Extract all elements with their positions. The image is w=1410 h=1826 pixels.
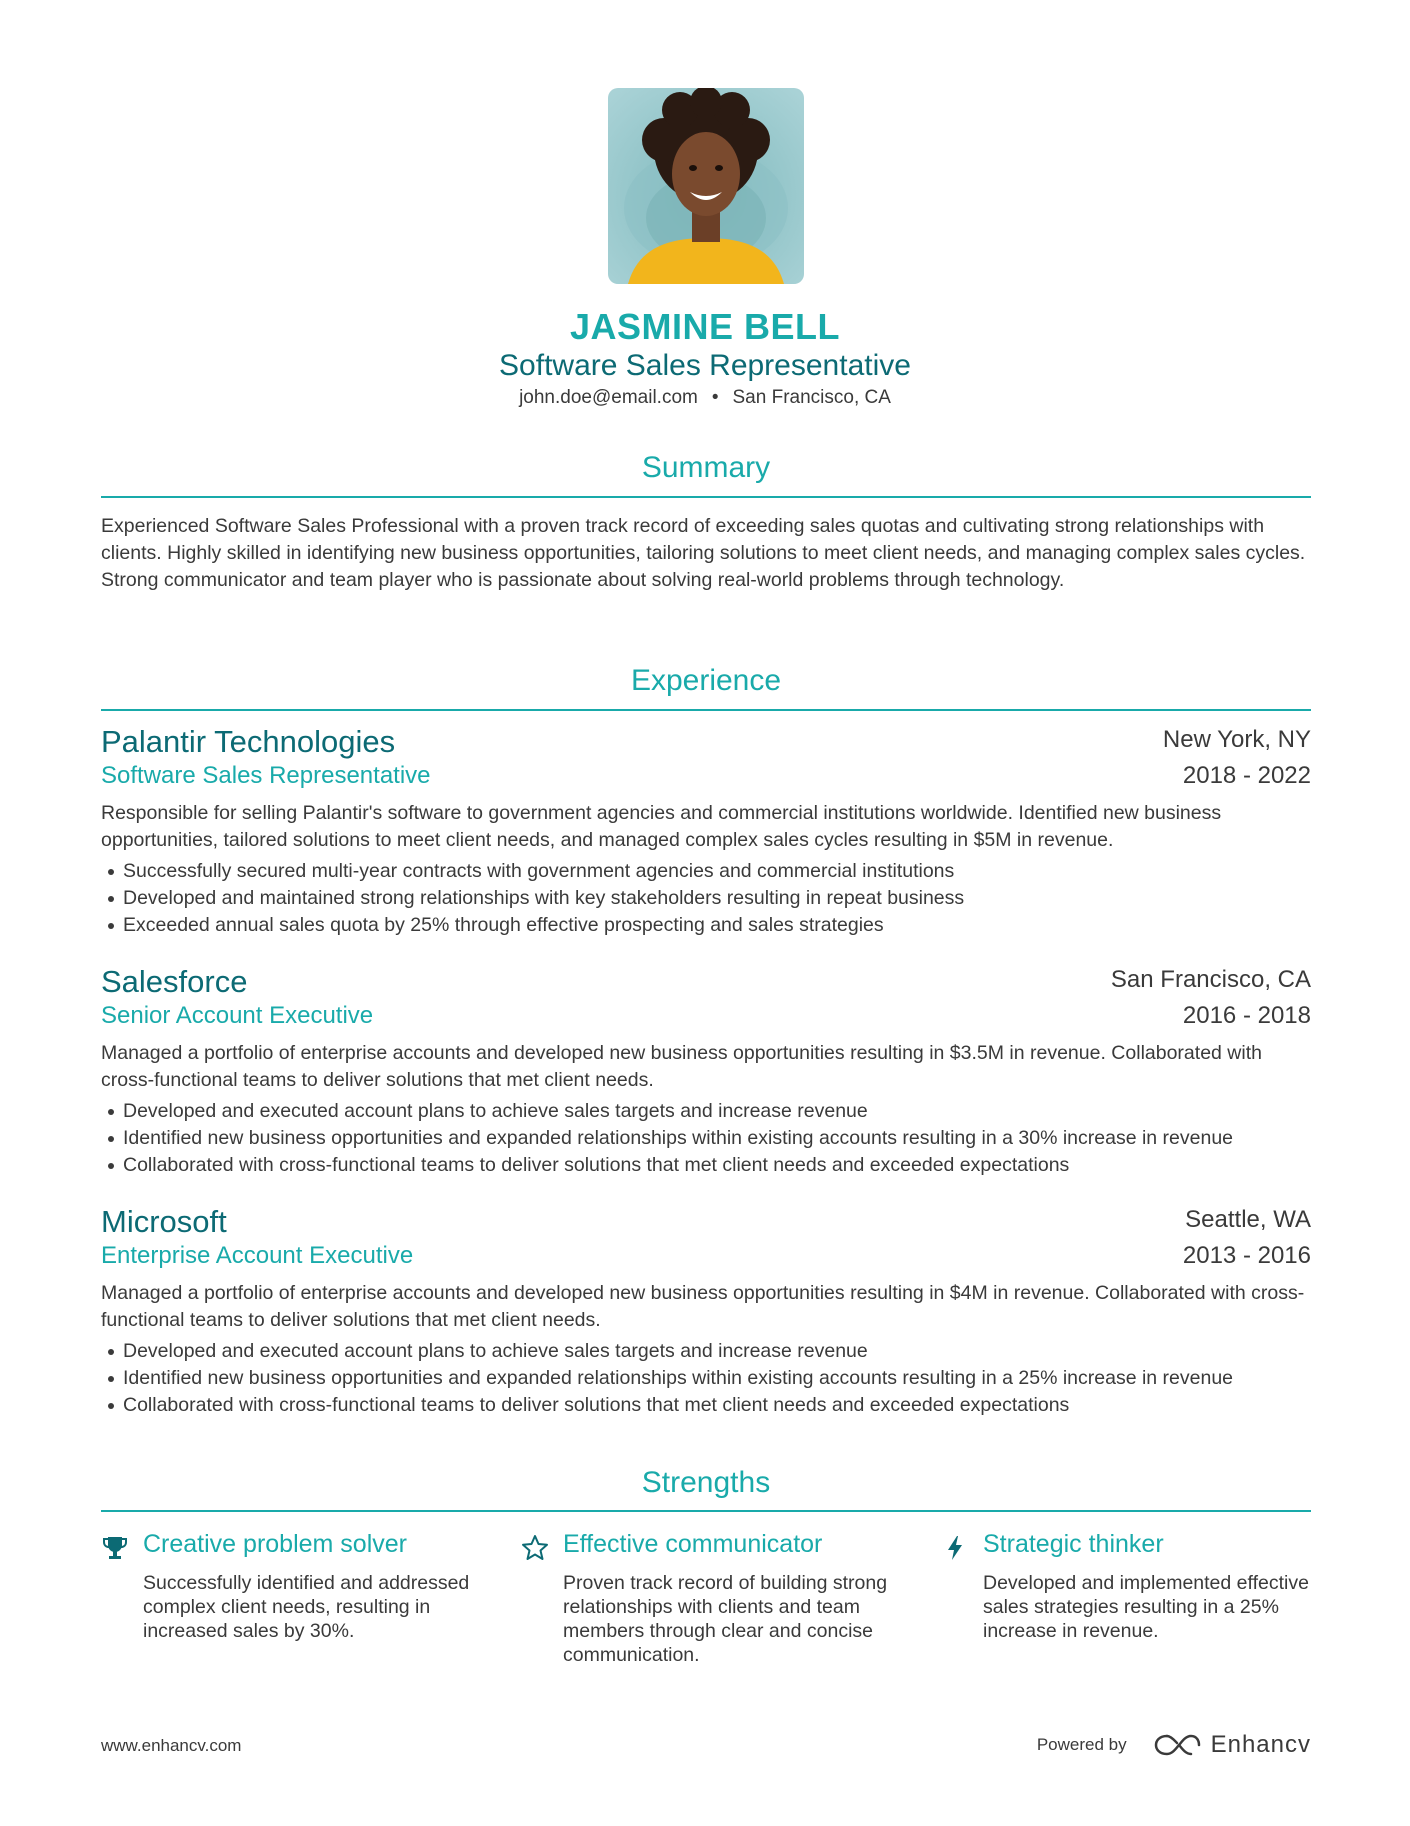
strength-description: Developed and implemented effective sales strategies resulting in a 25% increase in revenue. <box>983 1572 1309 1642</box>
strength-title: Creative problem solver <box>143 1530 407 1558</box>
company-name: Palantir Technologies <box>101 724 396 759</box>
brand-name: Enhancv <box>1210 1731 1311 1758</box>
job-entry <box>101 724 1311 939</box>
job-location: New York, NY <box>1162 726 1311 753</box>
job-bullets <box>101 1338 1311 1419</box>
bullet-item: Exceeded annual sales quota by 25% through effective prospecting and sales strategies <box>101 912 1311 939</box>
candidate-name: JASMINE BELL <box>569 306 841 347</box>
job-description: Managed a portfolio of enterprise accounts and developed new business opportunities resulting in $4M in revenue. Collaborated with cross-functional teams to deliver solutions that met client needs. <box>101 1282 1305 1331</box>
summary-heading: Summary <box>641 451 771 484</box>
job-entry <box>101 1204 1311 1419</box>
bullet-item: Developed and maintained strong relationships with key stakeholders resulting in repeat business <box>101 885 1311 912</box>
job-bullets <box>101 858 1311 939</box>
job-dates: 2016 - 2018 <box>1182 1002 1311 1029</box>
contact-line <box>0 387 1410 409</box>
bullet-item: Identified new business opportunities and expanded relationships within existing accounts resulting in a 30% increase in revenue <box>101 1125 1311 1152</box>
lightning-icon <box>941 1534 969 1562</box>
star-icon <box>521 1534 549 1562</box>
strength-title: Effective communicator <box>563 1530 823 1558</box>
job-location: San Francisco, CA <box>1110 966 1311 993</box>
job-description: Managed a portfolio of enterprise accounts and developed new business opportunities resulting in $3.5M in revenue. Collaborated with cross-functional teams to deliver solutions that met client needs. <box>101 1042 1262 1091</box>
strength-description: Successfully identified and addressed complex client needs, resulting in increased sales by 30%. <box>143 1572 470 1642</box>
email[interactable]: john.doe@email.com <box>519 387 698 408</box>
strengths-heading: Strengths <box>641 1466 771 1499</box>
job-description: Responsible for selling Palantir's software to government agencies and commercial institutions worldwide. Identified new business opportunities, tailored solutions to meet client needs, and managed complex sales cycles resulting in $5M in revenue. <box>101 802 1222 851</box>
job-bullets <box>101 1098 1311 1179</box>
footer-branding <box>1037 1729 1311 1761</box>
footer-website[interactable]: www.enhancv.com <box>101 1736 242 1755</box>
strength-title: Strategic thinker <box>983 1530 1164 1558</box>
trophy-icon <box>101 1534 129 1562</box>
company-name: Salesforce <box>101 964 248 999</box>
location: San Francisco, CA <box>732 387 891 408</box>
job-role: Software Sales Representative <box>101 762 431 789</box>
bullet-item: Developed and executed account plans to achieve sales targets and increase revenue <box>101 1338 1311 1365</box>
job-location: Seattle, WA <box>1185 1206 1311 1233</box>
job-role: Enterprise Account Executive <box>101 1242 414 1269</box>
bullet-item: Developed and executed account plans to achieve sales targets and increase revenue <box>101 1098 1311 1125</box>
experience-divider <box>101 709 1311 711</box>
separator-dot: • <box>711 387 719 408</box>
job-dates: 2013 - 2016 <box>1182 1242 1311 1269</box>
experience-heading: Experience <box>630 664 782 697</box>
enhancv-logo-icon <box>1153 1732 1201 1758</box>
bullet-item: Collaborated with cross-functional teams to deliver solutions that met client needs and exceeded expectations <box>101 1152 1311 1179</box>
job-role: Senior Account Executive <box>101 1002 374 1029</box>
job-dates: 2018 - 2022 <box>1182 762 1311 789</box>
profile-photo <box>608 88 804 284</box>
bullet-item: Identified new business opportunities and expanded relationships within existing accounts resulting in a 25% increase in revenue <box>101 1365 1311 1392</box>
strengths-divider <box>101 1510 1311 1512</box>
powered-by-label: Powered by <box>1036 1735 1127 1754</box>
strength-description: Proven track record of building strong relationships with clients and team members through clear and concise communication. <box>563 1572 888 1666</box>
summary-text: Experienced Software Sales Professional with a proven track record of exceeding sales quotas and cultivating strong relationships with clients. Highly skilled in identifying new business opportunities, tailoring solutions to meet client needs, and managing complex sales cycles. Strong communicator and team player who is passionate about solving real-world problems through technology. <box>101 515 1306 591</box>
summary-divider <box>101 496 1311 498</box>
bullet-item: Collaborated with cross-functional teams to deliver solutions that met client needs and exceeded expectations <box>101 1392 1311 1419</box>
bullet-item: Successfully secured multi-year contracts with government agencies and commercial institutions <box>101 858 1311 885</box>
candidate-title: Software Sales Representative <box>499 349 911 382</box>
job-entry <box>101 964 1311 1179</box>
company-name: Microsoft <box>101 1204 227 1239</box>
